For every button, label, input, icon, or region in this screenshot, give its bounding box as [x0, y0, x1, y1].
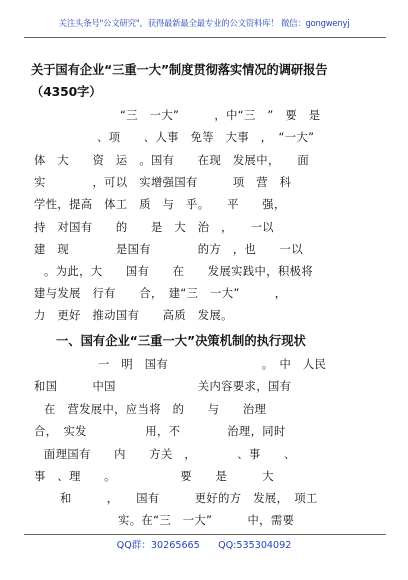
text-line: 持 对国有 的 是 大 治 ， 一以	[34, 221, 274, 234]
text-line: 建 现 是国有 的方 ，也 一以	[34, 243, 304, 256]
text-line: 实 ，可以 实增强国有 项 营 科	[34, 176, 292, 189]
text-line: 体 大 资 运 。国有 在现 发展中， 面	[34, 154, 310, 167]
footer-contact	[0, 537, 408, 551]
qq-group-text: QQ群：30265665	[116, 540, 200, 551]
text-line: 和国 中国 关内容要求，国有	[34, 380, 292, 393]
qq-text: QQ:535304092	[218, 540, 292, 551]
text-line: 学性，提高 体工 质 与 乎。 平 强，	[34, 198, 286, 211]
title-line-1: 关于国有企业“三重一大”制度贯彻落实情况的调研报告	[31, 63, 328, 77]
text-line: 和 ， 国有 更好的方 发展， 项工	[60, 492, 318, 505]
section-heading: 一、国有企业“三重一大”决策机制的执行现状	[56, 334, 306, 348]
header-banner: 关注头条号"公文研究"，获得最新最全最专业的公文资料库！ 微信：gongwenyj	[58, 18, 350, 28]
text-line: 合， 实发 用，不 治理，同时	[34, 425, 286, 438]
text-line: 。为此，大 国有 在 发展实践中，积极将	[44, 265, 314, 278]
text-line: 在 营发展中，应当将 的 与 治理	[44, 403, 267, 416]
document-title	[31, 59, 381, 103]
text-line: 实。在“三 一大” 中，需要	[118, 514, 295, 527]
text-line: 、项 、人事 免等 大事 ， “一大”	[97, 131, 315, 144]
text-line: 面理国有 内 方关 ， 、事 、	[44, 448, 296, 461]
header-divider	[24, 37, 386, 38]
footer-divider	[24, 534, 386, 535]
text-line: 建与发展 行有 合， 建“三 一大” ，	[34, 287, 287, 300]
text-line: 力 更好 推动国有 高质 发展。	[34, 309, 233, 322]
title-line-2: （4350字）	[31, 85, 102, 99]
text-line: 一 明 国有 。 中 人民	[98, 358, 327, 371]
text-line: “三 一大” ，中“三 ” 要 是	[120, 109, 321, 122]
text-line: 事 、理 。 要 是 大	[34, 470, 274, 483]
